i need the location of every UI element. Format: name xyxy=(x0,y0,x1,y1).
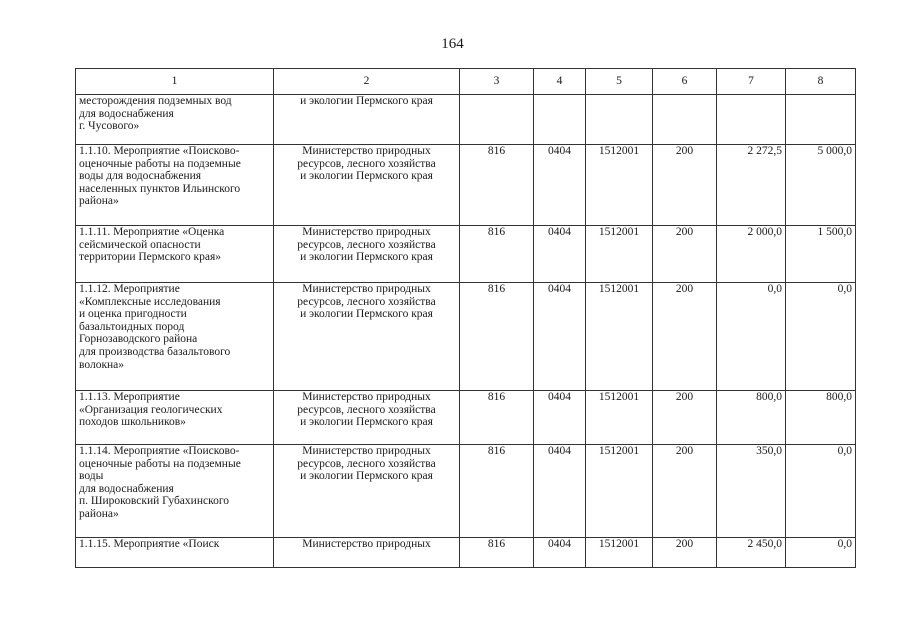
grbs-code-cell: 816 xyxy=(460,226,534,283)
grbs-code-cell: 816 xyxy=(460,391,534,445)
measure-name-line: п. Широковский Губахинского xyxy=(79,495,230,508)
measure-name-line: базальтоидных пород xyxy=(79,320,185,333)
measure-name-line: района» xyxy=(79,195,119,208)
amount-year2-cell: 5 000,0 xyxy=(786,145,856,226)
target-code-cell xyxy=(586,95,653,145)
grbs-code-cell xyxy=(460,95,534,145)
expense-type-cell: 200 xyxy=(653,145,717,226)
table-row xyxy=(76,226,856,283)
measure-name-line: 1.1.11. Мероприятие «Оценка xyxy=(79,226,225,238)
measure-name-line: г. Чусового» xyxy=(79,120,140,133)
org-line: Министерство природных xyxy=(302,145,431,157)
org-line: ресурсов, лесного хозяйства xyxy=(297,403,436,416)
grbs-code-cell: 816 xyxy=(460,538,534,568)
measure-name-line: сейсмической опасности xyxy=(79,238,201,251)
header-col-8: 8 xyxy=(786,69,856,95)
grbs-code-cell: 816 xyxy=(460,145,534,226)
target-code-cell: 1512001 xyxy=(586,226,653,283)
responsible-org-cell xyxy=(274,95,460,145)
header-col-1: 1 xyxy=(76,69,274,95)
measure-name-line: 1.1.10. Мероприятие «Поисково- xyxy=(79,145,240,157)
section-code-cell: 0404 xyxy=(534,445,586,538)
section-code-cell: 0404 xyxy=(534,145,586,226)
target-code-cell: 1512001 xyxy=(586,538,653,568)
measure-name-line: оценочные работы на подземные xyxy=(79,157,241,170)
table-row xyxy=(76,95,856,145)
table-row xyxy=(76,283,856,391)
amount-year1-cell: 800,0 xyxy=(717,391,786,445)
grbs-code-cell: 816 xyxy=(460,445,534,538)
responsible-org-cell xyxy=(274,391,460,445)
measure-name-line: и оценка пригодности xyxy=(79,308,187,321)
expense-type-cell xyxy=(653,95,717,145)
org-line: Министерство природных xyxy=(302,283,431,295)
org-line: Министерство природных xyxy=(302,226,431,238)
table-row xyxy=(76,145,856,226)
table-row xyxy=(76,445,856,538)
amount-year1-cell: 0,0 xyxy=(717,283,786,391)
measure-name-line: походов школьников» xyxy=(79,416,186,429)
expense-type-cell: 200 xyxy=(653,226,717,283)
responsible-org-cell xyxy=(274,538,460,568)
amount-year2-cell: 1 500,0 xyxy=(786,226,856,283)
section-code-cell xyxy=(534,95,586,145)
measure-name-cell xyxy=(76,445,274,538)
measure-name-line: «Комплексные исследования xyxy=(79,295,221,308)
responsible-org-cell xyxy=(274,145,460,226)
measure-name-cell xyxy=(76,391,274,445)
measure-name-cell xyxy=(76,538,274,568)
measure-name-line: населенных пунктов Ильинского xyxy=(79,182,241,195)
measure-name-line: для производства базальтового xyxy=(79,345,231,358)
responsible-org-cell xyxy=(274,445,460,538)
section-code-cell: 0404 xyxy=(534,226,586,283)
section-code-cell: 0404 xyxy=(534,538,586,568)
header-col-5: 5 xyxy=(586,69,653,95)
target-code-cell: 1512001 xyxy=(586,283,653,391)
table-row xyxy=(76,391,856,445)
org-line: Министерство природных xyxy=(302,445,431,457)
header-col-3: 3 xyxy=(460,69,534,95)
grbs-code-cell: 816 xyxy=(460,283,534,391)
expense-type-cell: 200 xyxy=(653,538,717,568)
expense-type-cell: 200 xyxy=(653,445,717,538)
measure-name-line: района» xyxy=(79,507,119,520)
org-line: ресурсов, лесного хозяйства xyxy=(297,457,436,470)
target-code-cell: 1512001 xyxy=(586,445,653,538)
measure-name-cell xyxy=(76,226,274,283)
measure-name-line: месторождения подземных вод xyxy=(79,95,232,107)
expense-type-cell: 200 xyxy=(653,283,717,391)
header-col-2: 2 xyxy=(274,69,460,95)
measure-name-cell xyxy=(76,95,274,145)
org-line: ресурсов, лесного хозяйства xyxy=(297,238,436,251)
page-number: 164 xyxy=(441,36,464,52)
org-line: Министерство природных xyxy=(302,538,431,550)
header-col-6: 6 xyxy=(653,69,717,95)
measure-name-line: Горнозаводского района xyxy=(79,333,198,346)
org-line: и экологии Пермского края xyxy=(300,95,433,107)
measure-name-line: оценочные работы на подземные xyxy=(79,457,241,470)
org-line: ресурсов, лесного хозяйства xyxy=(297,157,436,170)
expense-type-cell: 200 xyxy=(653,391,717,445)
measure-name-line: «Организация геологических xyxy=(79,403,223,416)
measure-name-line: для водоснабжения xyxy=(79,482,174,495)
amount-year2-cell: 0,0 xyxy=(786,538,856,568)
section-code-cell: 0404 xyxy=(534,391,586,445)
measure-name-line: 1.1.15. Мероприятие «Поиск xyxy=(79,538,220,550)
org-line: и экологии Пермского края xyxy=(300,416,433,429)
measure-name-line: территории Пермского края» xyxy=(79,251,221,264)
org-line: ресурсов, лесного хозяйства xyxy=(297,295,436,308)
amount-year2-cell: 800,0 xyxy=(786,391,856,445)
org-line: и экологии Пермского края xyxy=(300,170,433,183)
org-line: и экологии Пермского края xyxy=(300,470,433,483)
measure-name-line: 1.1.13. Мероприятие xyxy=(79,391,180,403)
target-code-cell: 1512001 xyxy=(586,391,653,445)
responsible-org-cell xyxy=(274,226,460,283)
target-code-cell: 1512001 xyxy=(586,145,653,226)
amount-year2-cell xyxy=(786,95,856,145)
measure-name-cell xyxy=(76,145,274,226)
responsible-org-cell xyxy=(274,283,460,391)
header-col-7: 7 xyxy=(717,69,786,95)
section-code-cell: 0404 xyxy=(534,283,586,391)
amount-year1-cell: 2 000,0 xyxy=(717,226,786,283)
amount-year2-cell: 0,0 xyxy=(786,283,856,391)
amount-year1-cell: 2 272,5 xyxy=(717,145,786,226)
measure-name-line: 1.1.12. Мероприятие xyxy=(79,283,180,295)
amount-year1-cell: 350,0 xyxy=(717,445,786,538)
budget-table xyxy=(75,68,856,568)
org-line: Министерство природных xyxy=(302,391,431,403)
measure-name-line: волокна» xyxy=(79,358,125,371)
measure-name-cell xyxy=(76,283,274,391)
amount-year1-cell xyxy=(717,95,786,145)
header-row xyxy=(76,69,856,95)
measure-name-line: для водоснабжения xyxy=(79,107,174,120)
header-col-4: 4 xyxy=(534,69,586,95)
org-line: и экологии Пермского края xyxy=(300,308,433,321)
amount-year1-cell: 2 450,0 xyxy=(717,538,786,568)
org-line: и экологии Пермского края xyxy=(300,251,433,264)
measure-name-line: воды для водоснабжения xyxy=(79,170,202,183)
amount-year2-cell: 0,0 xyxy=(786,445,856,538)
measure-name-line: воды xyxy=(79,470,104,483)
table-row xyxy=(76,538,856,568)
measure-name-line: 1.1.14. Мероприятие «Поисково- xyxy=(79,445,240,457)
